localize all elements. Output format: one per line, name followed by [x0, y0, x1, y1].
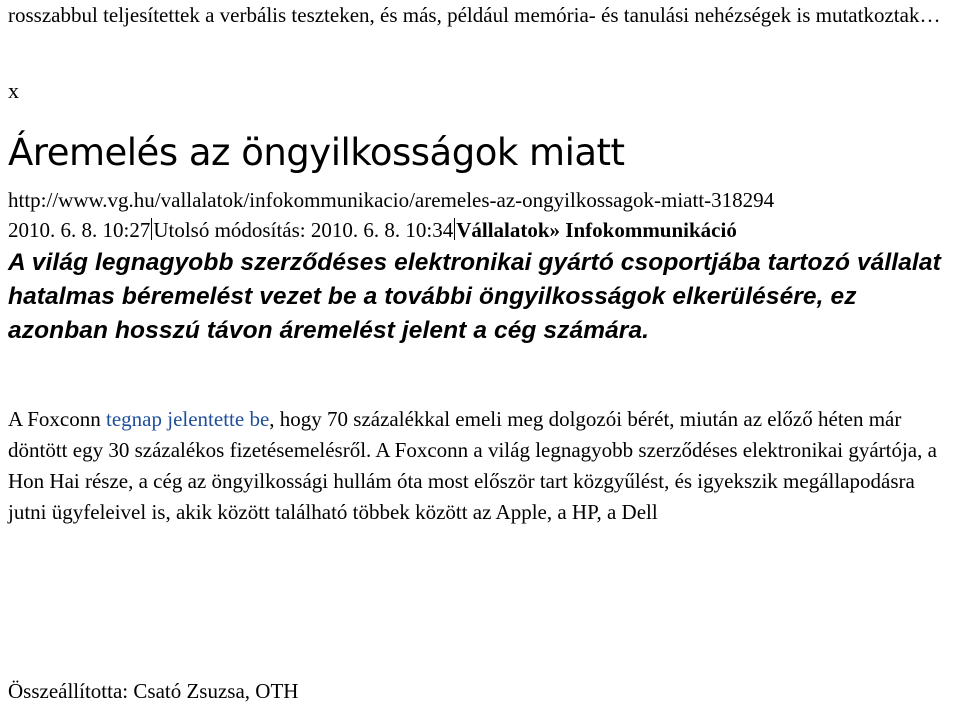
subcategory-link[interactable]: Infokommunikáció — [565, 218, 737, 242]
breadcrumb-separator: » — [549, 218, 561, 242]
separator-x: x — [8, 78, 19, 103]
body-text-start: A Foxconn — [8, 407, 107, 431]
modified-date: Utolsó módosítás: 2010. 6. 8. 10:34 — [153, 218, 454, 242]
category-link[interactable]: Vállalatok — [456, 218, 550, 242]
article-lead: A világ legnagyobb szerződéses elektronikai gyártó csoportjába tartozó vállalat hatalmas béremelést vezet be a további öngyilkosságok elkerülésére, ez azonban hosszú távon áremelést jelent a cég számára. — [8, 249, 941, 344]
article-body — [8, 404, 946, 528]
article-url: http://www.vg.hu/vallalatok/infokommunikacio/aremeles-az-ongyilkossagok-miatt-318294 — [8, 188, 775, 212]
article-meta — [8, 216, 946, 244]
compiled-by: Összeállította: Csató Zsuzsa, OTH — [8, 679, 299, 703]
source-link[interactable]: tegnap jelentette be — [106, 407, 270, 431]
publish-date: 2010. 6. 8. 10:27 — [8, 218, 151, 242]
article-title: Áremelés az öngyilkosságok miatt — [8, 131, 625, 174]
intro-paragraph: rosszabbul teljesítettek a verbális teszteken, és más, például memória- és tanulási nehézségek is mutatkoztak… — [8, 3, 941, 27]
body-text-rest: , hogy 70 százalékkal emeli meg dolgozói bérét, miután az előző héten már döntött egy 30 százalékos fizetésemelésről. A Foxconn a világ legnagyobb szerződéses elektronikai gyártója, a Hon Hai része, a cég az öngyilkossági hullám óta most először tart közgyűlést, és igyekszik megállapodásra jutni ügyfeleivel is, akik között található többek között az Apple, a HP, a Dell — [8, 407, 937, 524]
